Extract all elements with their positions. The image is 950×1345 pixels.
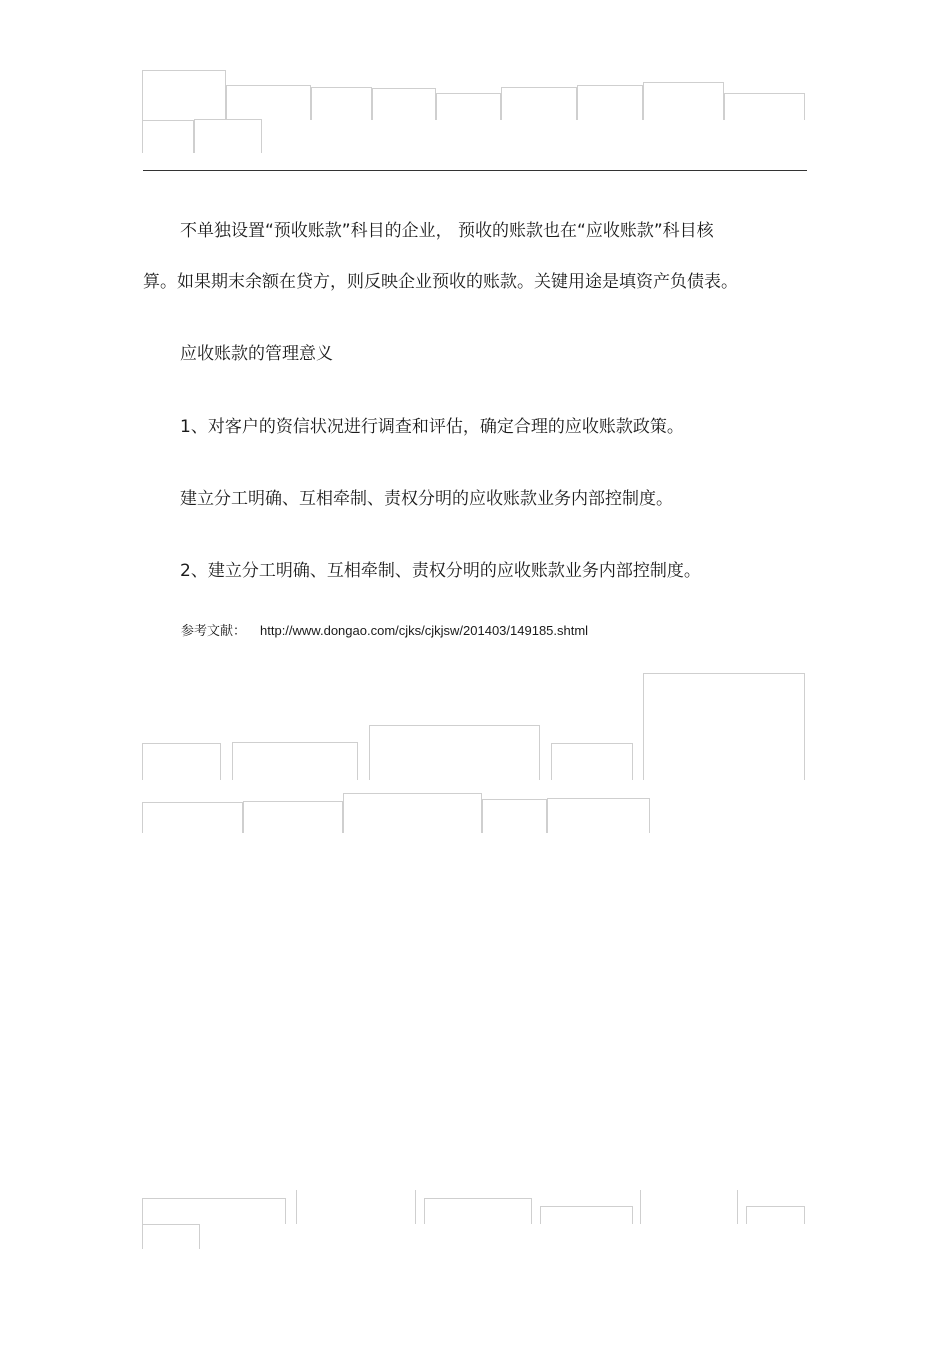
decorative-frame <box>643 82 724 120</box>
decorative-frame <box>482 799 547 833</box>
decorative-frame <box>501 87 577 120</box>
decorative-frame <box>724 93 805 120</box>
reference-line <box>181 620 588 643</box>
decorative-frame <box>142 120 194 153</box>
decorative-frame <box>194 119 262 153</box>
decorative-frame <box>142 70 226 120</box>
decorative-frame <box>551 743 633 780</box>
decorative-frame <box>436 93 501 120</box>
decorative-frame <box>577 85 643 120</box>
decorative-frame <box>142 1198 286 1224</box>
reference-label: 参考文献： <box>181 624 247 639</box>
decorative-frame <box>640 1190 738 1224</box>
decorative-frame <box>343 793 482 833</box>
decorative-frame <box>142 743 221 780</box>
decorative-frame <box>540 1206 633 1224</box>
decorative-frame <box>643 673 805 780</box>
decorative-frame <box>746 1206 805 1224</box>
reference-link[interactable]: http://www.dongao.com/cjks/cjkjsw/201403/149185.shtml <box>260 623 589 638</box>
decorative-frame <box>243 801 343 833</box>
paragraph-line: 不单独设置“预收账款”科目的企业， 预收的账款也在“应收账款”科目核 <box>180 221 714 241</box>
list-item: 2、建立分工明确、互相牵制、责权分明的应收账款业务内部控制度。 <box>180 561 701 581</box>
decorative-frame <box>296 1190 416 1224</box>
list-item: 1、对客户的资信状况进行调查和评估，确定合理的应收账款政策。 <box>180 417 684 437</box>
decorative-frame <box>232 742 358 780</box>
list-item-detail: 建立分工明确、互相牵制、责权分明的应收账款业务内部控制度。 <box>180 489 673 509</box>
decorative-frame <box>142 1224 200 1249</box>
decorative-frame <box>369 725 540 780</box>
decorative-frame <box>142 802 243 833</box>
section-heading: 应收账款的管理意义 <box>180 344 333 364</box>
decorative-frame <box>547 798 650 833</box>
paragraph-line: 算。如果期末余额在贷方，则反映企业预收的账款。关键用途是填资产负债表。 <box>143 272 738 292</box>
decorative-frame <box>424 1198 532 1224</box>
header-rule <box>143 170 807 171</box>
decorative-frame <box>372 88 436 120</box>
decorative-frame <box>311 87 372 120</box>
decorative-frame <box>226 85 311 120</box>
